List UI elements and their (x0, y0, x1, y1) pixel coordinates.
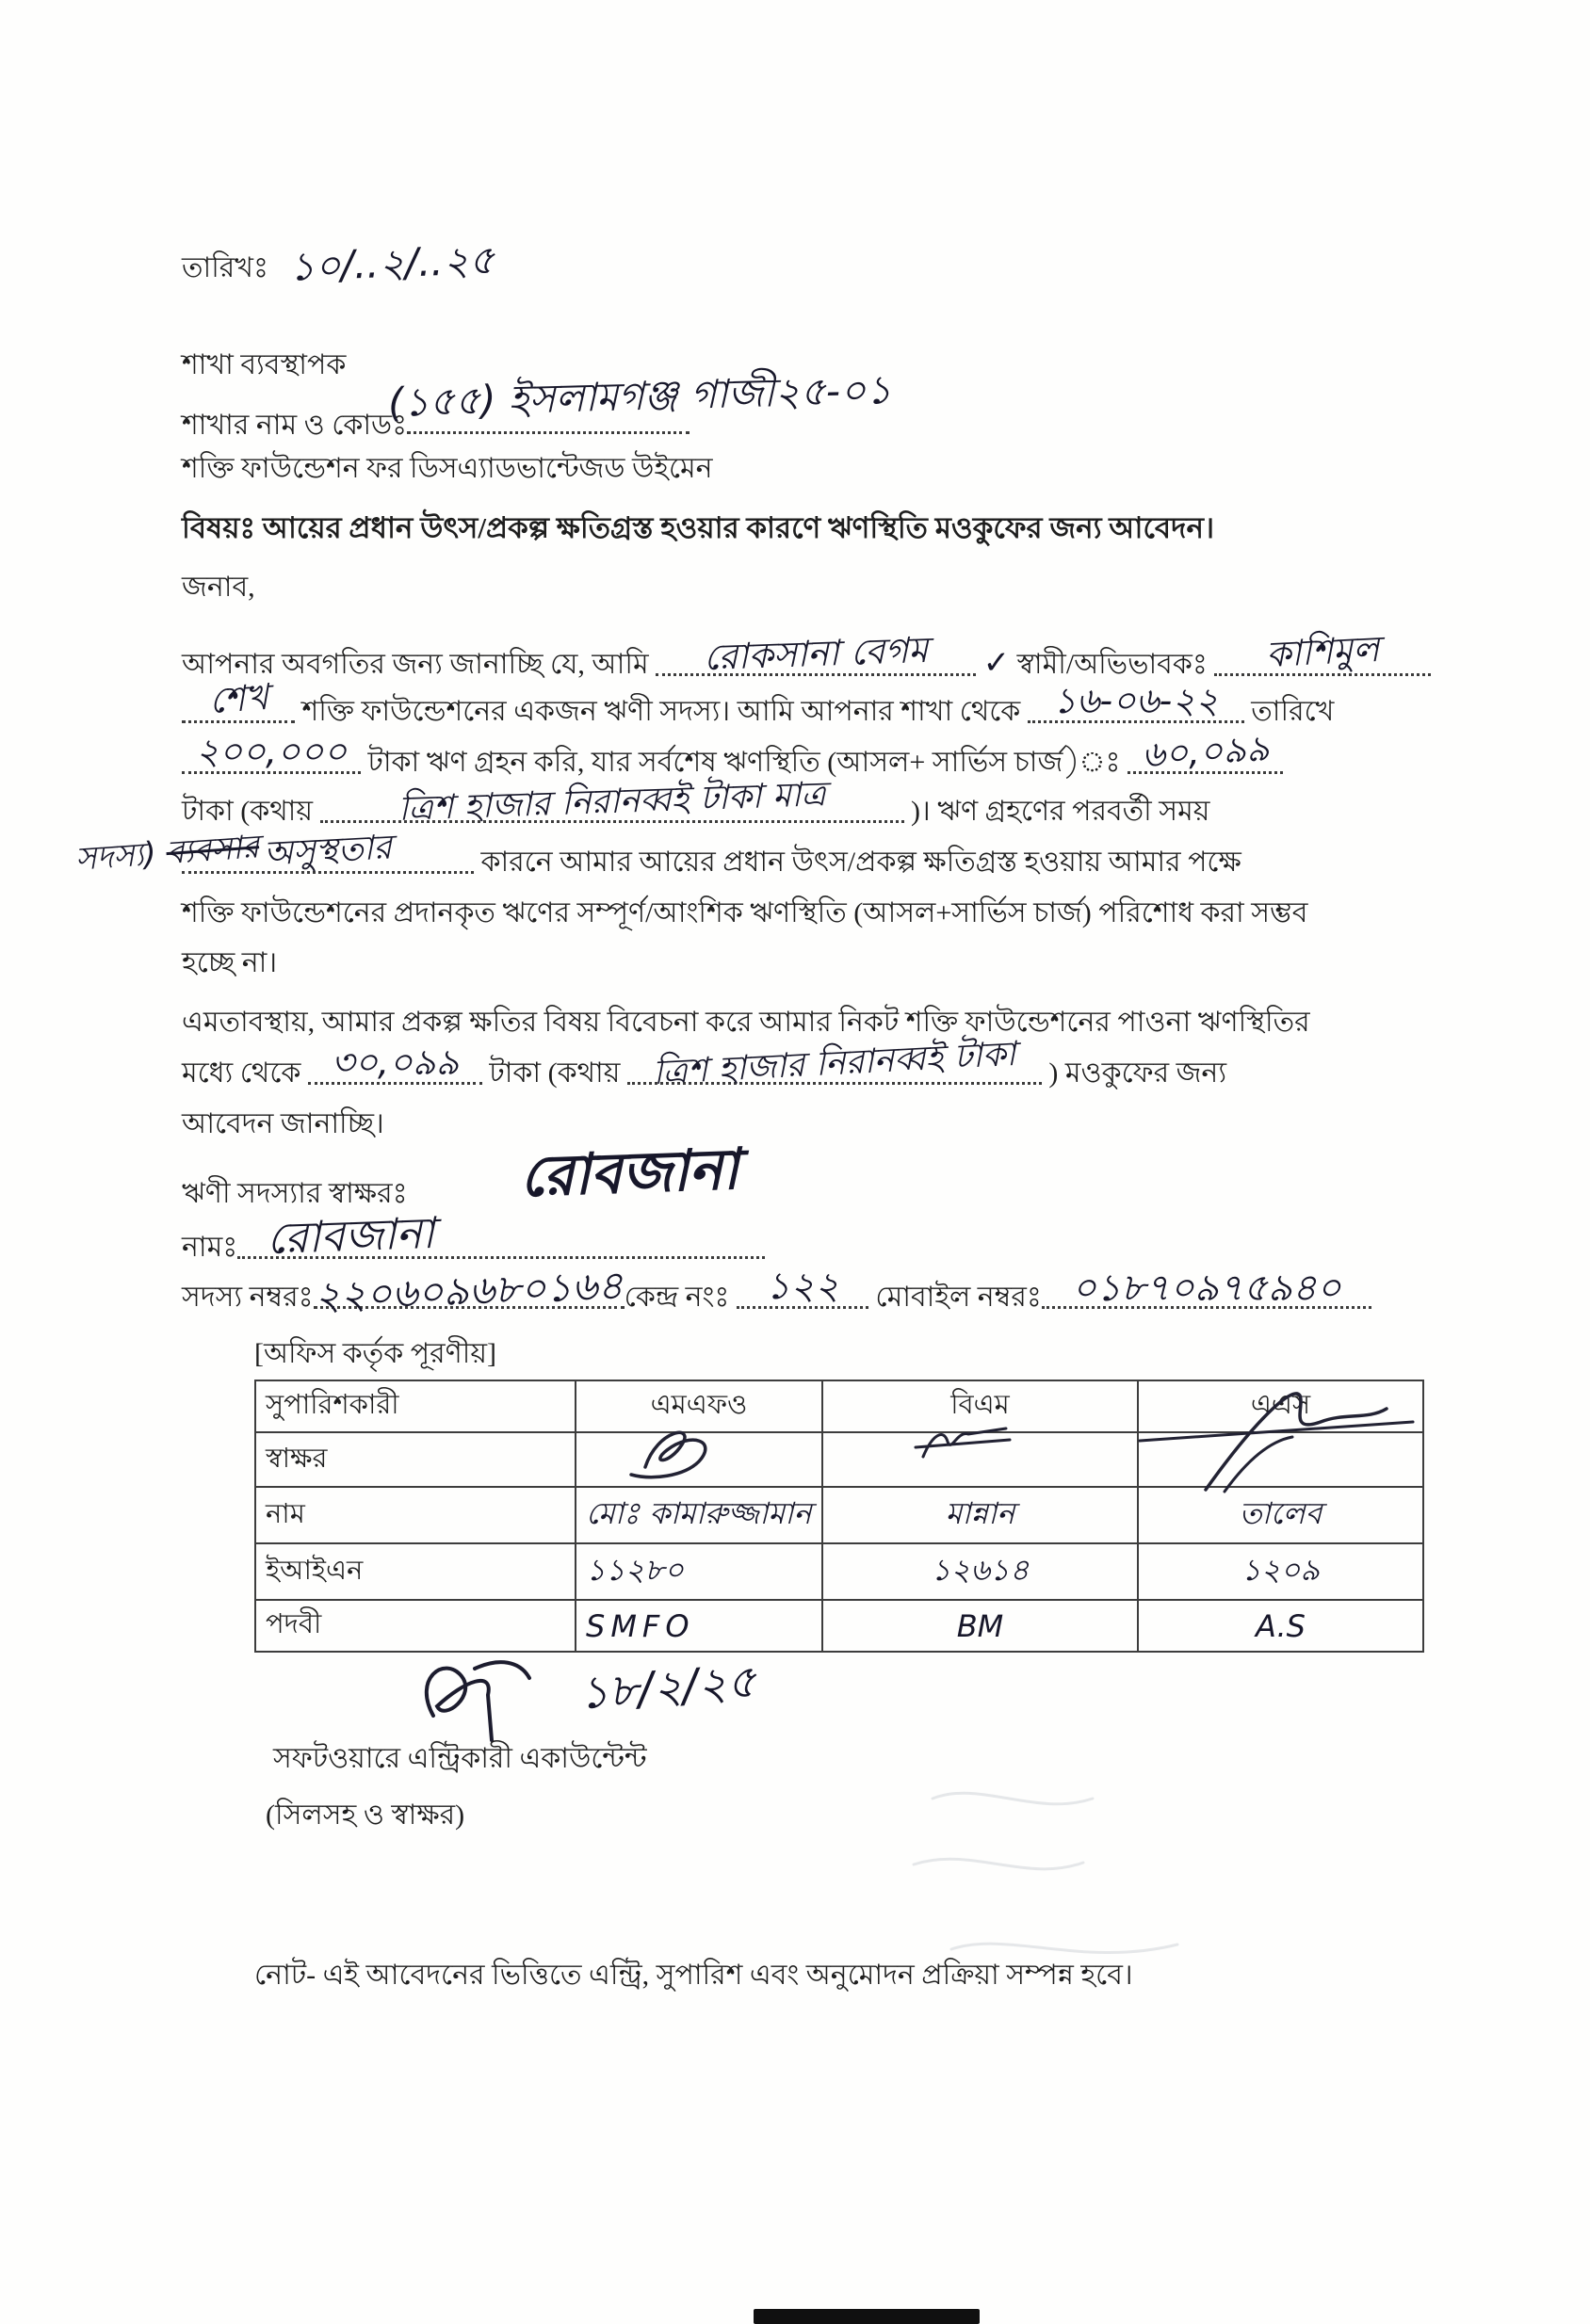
table-row-label-signature: স্বাক্ষর (255, 1432, 576, 1487)
request-line-3: আবেদন জানাচ্ছি। (182, 1108, 384, 1139)
mobile-label: মোবাইল নম্বরঃ (875, 1282, 1042, 1313)
bm-signature-cell (822, 1432, 1138, 1487)
accountant-date-handwritten: ১৮/২/২৫ (577, 1654, 758, 1720)
accountant-sub-label: (সিলসহ ও স্বাক্ষর) (266, 1799, 465, 1831)
body-l1-pre: আপনার অবগতির জন্য জানাচ্ছি যে, আমি (182, 649, 649, 680)
mfo-designation-handwritten: SMFO (576, 1600, 822, 1652)
amount-words-blank (320, 775, 904, 829)
member-no-label: সদস্য নম্বরঃ (182, 1282, 314, 1313)
bm-ein-handwritten: ১২৬১৪ (822, 1543, 1138, 1600)
member-name-line-handwritten: রোবজানা (266, 1206, 436, 1265)
scan-artifact-strip (754, 2309, 980, 2324)
mfo-signature-cell (576, 1432, 822, 1487)
center-no-blank (737, 1265, 868, 1309)
guardian-blank (1214, 627, 1431, 676)
loan-date-handwritten: ১৬-০৬-২২ (1052, 680, 1219, 721)
request-l2-end: ) মওকুফের জন্য (1048, 1057, 1227, 1089)
table-header-mfo: এমএফও (576, 1380, 822, 1432)
body-l2-text: শক্তি ফাউন্ডেশনের একজন ঋণী সদস্য। আমি আপনার শাখা থেকে (301, 696, 1021, 727)
request-l2-pre: মধ্যে থেকে (182, 1057, 301, 1089)
bm-name-handwritten: মান্নান (822, 1487, 1138, 1543)
salutation: জনাব, (182, 572, 255, 603)
margin-note-part1: সদস্য) (73, 834, 158, 879)
guardian-label: স্বামী/অভিভাবকঃ (1016, 649, 1208, 680)
addressee: শাখা ব্যবস্থাপক (182, 349, 347, 380)
table-row-label-name: নাম (255, 1487, 576, 1543)
mobile-blank (1042, 1267, 1371, 1310)
request-line-2 (182, 1034, 1227, 1093)
loan-amount-blank (182, 731, 361, 774)
balance-blank (1128, 727, 1283, 776)
body-line-3 (182, 727, 1283, 783)
mfo-name-handwritten: মোঃ কামারুজ্জামান (576, 1487, 822, 1543)
body-line-6: শক্তি ফাউন্ডেশনের প্রদানকৃত ঋণের সম্পূর্ণ/আংশিক ঋণস্থিতি (আসল+সার্ভিস চার্জ) পরিশোধ করা সম্ভব (182, 897, 1308, 928)
body-l5-text: কারনে আমার আয়ের প্রধান উৎস/প্রকল্প ক্ষতিগ্রস্ত হওয়ায় আমার পক্ষে (480, 847, 1241, 878)
bm-designation-handwritten: BM (822, 1600, 1138, 1652)
as-ein-handwritten: ১২০৯ (1138, 1543, 1423, 1600)
body-l2-end: তারিখে (1251, 696, 1335, 727)
body-line-2 (182, 675, 1335, 732)
guardian-name-cont-handwritten: শেখ (207, 675, 269, 722)
center-no-handwritten: ১২২ (765, 1265, 839, 1308)
check-mark: ✓ (982, 644, 1011, 682)
table-header-as: এএস (1138, 1380, 1423, 1432)
note-line: নোট- এই আবেদনের ভিত্তিতে এন্ট্রি, সুপারিশ এবং অনুমোদন প্রক্রিয়া সম্পন্ন হবে। (254, 1960, 1133, 1991)
branch-label: শাখার নাম ও কোডঃ (182, 410, 408, 441)
mfo-ein-handwritten: ১১২৮০ (576, 1543, 822, 1600)
date-value-handwritten: ১০/..২/..২৫ (287, 236, 495, 290)
waiver-amount-blank (308, 1041, 482, 1085)
accountant-signature (396, 1650, 603, 1753)
waiver-amount-handwritten: ৩০,০৯৯ (331, 1041, 460, 1083)
member-sign-line (182, 1175, 408, 1214)
org-name: শক্তি ফাউন্ডেশন ফর ডিসএ্যাডভান্টেজড উইমেন (182, 453, 713, 484)
balance-handwritten: ৬০,০৯৯ (1140, 727, 1271, 776)
loan-amount-handwritten: ২০০,০০০ (195, 731, 348, 772)
date-label: তারিখঃ (182, 252, 268, 283)
amount-words-handwritten: ত্রিশ হাজার নিরানব্বই টাকা মাত্র (397, 775, 827, 829)
member-name-line (182, 1206, 765, 1267)
as-signature-cell (1138, 1432, 1423, 1487)
member-name-blank (656, 628, 976, 679)
member-signature-handwritten: রোবজানা (518, 1136, 740, 1211)
table-row-label-designation: পদবী (255, 1600, 576, 1652)
table-header-recommender: সুপারিশকারী (255, 1380, 576, 1432)
member-no-handwritten: ২২০৬০৯৬৮০১৬৪ (314, 1262, 625, 1319)
mobile-handwritten: ০১৮৭০৯৭৫৯৪০ (1072, 1267, 1341, 1310)
member-no-blank (314, 1262, 625, 1319)
date-line (182, 237, 495, 291)
waiver-words-handwritten: ত্রিশ হাজার নিরানব্বই টাকা (652, 1034, 1017, 1093)
margin-note-part2-struck: ব্যবসার (165, 828, 261, 873)
as-designation-handwritten: A.S (1138, 1600, 1423, 1652)
member-name-label: নামঃ (182, 1232, 238, 1263)
body-l4-end: )। ঋণ গ্রহণের পরবর্তী সময় (911, 796, 1210, 827)
body-line-4 (182, 775, 1210, 831)
center-no-label: কেন্দ্র নংঃ (624, 1282, 730, 1313)
accountant-label: সফটওয়ারে এন্ট্রিকারী একাউন্টেন্ট (273, 1743, 647, 1774)
loan-date-blank (1028, 680, 1244, 723)
as-name-handwritten: তালেব (1138, 1487, 1423, 1543)
body-line-1 (182, 627, 1431, 686)
waiver-words-blank (627, 1034, 1042, 1093)
table-row-label-ein: ইআইএন (255, 1543, 576, 1600)
branch-value-handwritten: (১৫৫) ইসলামগঞ্জ গাজী২৫-০১ (387, 366, 893, 426)
office-section-label: [অফিস কর্তৃক পূরণীয়] (254, 1338, 497, 1369)
member-sign-label: ঋণী সদস্যার স্বাক্ষরঃ (182, 1178, 408, 1209)
member-number-line (182, 1262, 1371, 1319)
member-name-handwritten: রোকসানা বেগম (703, 628, 930, 679)
body-l3-text: টাকা ঋণ গ্রহন করি, যার সর্বশেষ ঋণস্থিতি (আসল+ সার্ভিস চার্জ)ঃ (367, 747, 1121, 778)
subject-line: বিষয়ঃ আয়ের প্রধান উৎস/প্রকল্প ক্ষতিগ্রস্ত হওয়ার কারণে ঋণস্থিতি মওকুফের জন্য আবেদন। (182, 511, 1215, 544)
guardian-cont-blank (182, 675, 295, 723)
body-line-7: হচ্ছে না। (182, 947, 278, 978)
guardian-name-handwritten: কাশিমুল (1265, 627, 1381, 676)
request-line-1: এমতাবস্থায়, আমার প্রকল্প ক্ষতির বিষয় বিবেচনা করে আমার নিকট শক্তি ফাউন্ডেশনের পাওনা ঋণস্থিতির (182, 1007, 1310, 1038)
member-name-line-blank (237, 1206, 765, 1265)
body-l4-pre: টাকা (কথায় (182, 796, 314, 827)
office-table (254, 1380, 1424, 1653)
request-l2-mid: টাকা (কথায় (489, 1057, 621, 1089)
body-line-5 (182, 828, 1241, 882)
table-header-bm: বিএম (822, 1380, 1138, 1432)
reason-handwritten: অসুস্থতার (262, 828, 393, 874)
